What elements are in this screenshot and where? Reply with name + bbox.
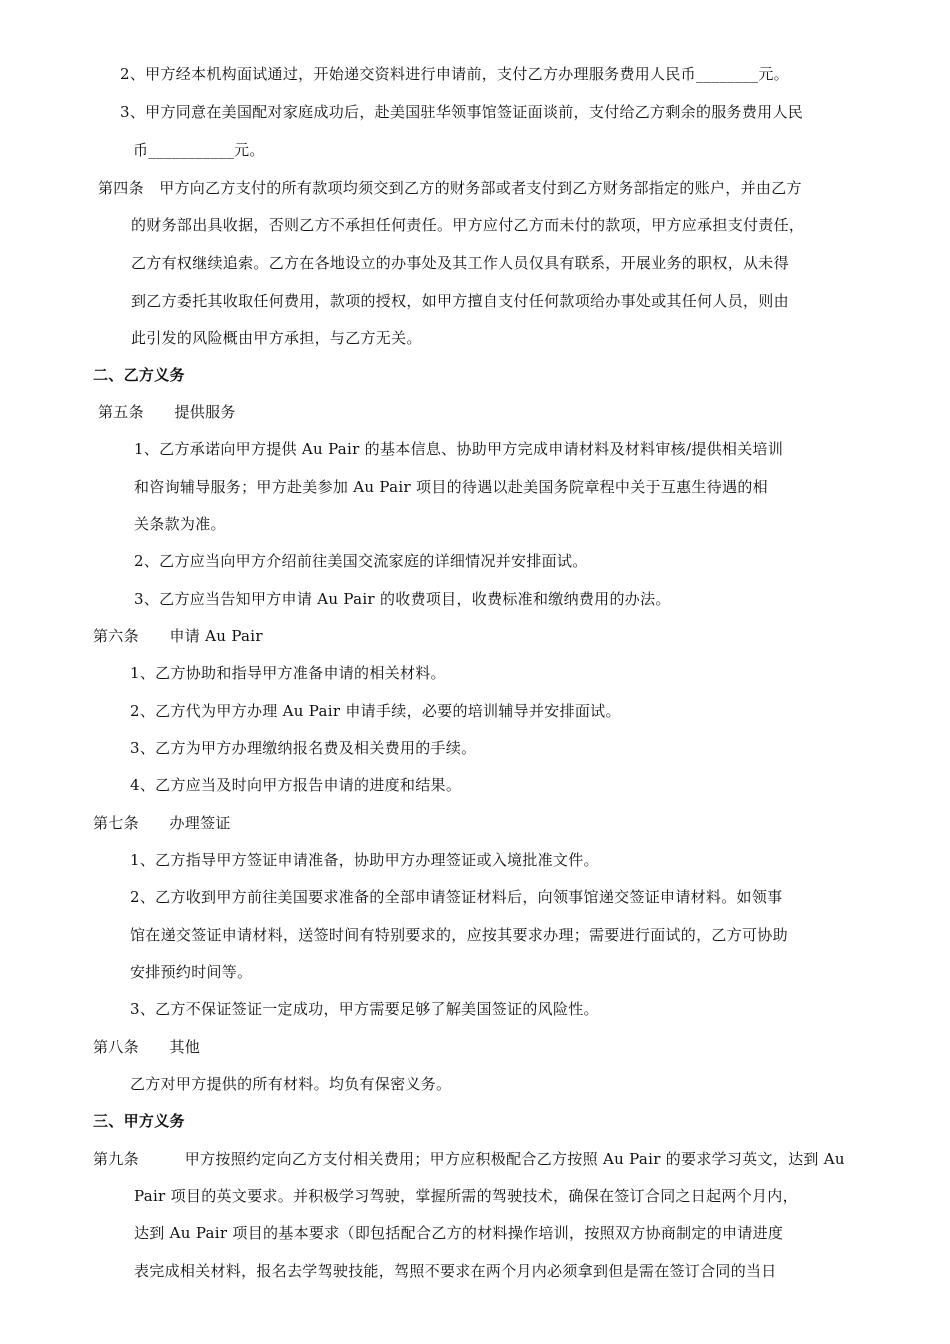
article-9-text: Pair 项目的英文要求。并积极学习驾驶，掌握所需的驾驶技术，确保在签订合同之日起两个月内， (134, 1187, 798, 1205)
section-2-heading: 二、乙方义务 (93, 366, 185, 384)
article-9-text: 表完成相关材料，报名去学驾驶技能，驾照不要求在两个月内必须拿到但是需在签订合同的当日 (134, 1262, 777, 1280)
section-3-heading: 三、甲方义务 (93, 1112, 185, 1130)
article-4-text: 此引发的风险概由甲方承担，与乙方无关。 (131, 329, 422, 347)
article-8-heading: 第八条 其他 (93, 1038, 201, 1056)
clause-3-item-3: 3、甲方同意在美国配对家庭成功后，赴美国驻华领事馆签证面谈前，支付给乙方剩余的服务费用人民 (120, 103, 804, 121)
article-6-heading: 第六条 申请 Au Pair (93, 627, 263, 645)
article-6-item-3: 3、乙方为甲方办理缴纳报名费及相关费用的手续。 (130, 739, 477, 757)
article-7-heading: 第七条 办理签证 (93, 814, 231, 832)
article-7-item-2: 2、乙方收到甲方前往美国要求准备的全部申请签证材料后，向领事馆递交签证申请材料。如领事 (130, 888, 783, 906)
clause-3-item-2: 2、甲方经本机构面试通过，开始递交资料进行申请前，支付乙方办理服务费用人民币________元。 (120, 65, 789, 83)
article-5-item-1-cont: 和咨询辅导服务；甲方赴美参加 Au Pair 项目的待遇以赴美国务院章程中关于互惠生待遇的相 (134, 478, 768, 496)
article-8-text: 乙方对甲方提供的所有材料。均负有保密义务。 (130, 1075, 452, 1093)
article-9-text: 达到 Au Pair 项目的基本要求（即包括配合乙方的材料操作培训，按照双方协商制定的申请进度 (134, 1224, 784, 1242)
article-4-text: 到乙方委托其收取任何费用，款项的授权，如甲方擅自支付任何款项给办事处或其任何人员，则由 (131, 292, 789, 310)
article-6-item-2: 2、乙方代为甲方办理 Au Pair 申请手续，必要的培训辅导并安排面试。 (130, 702, 621, 720)
article-5-item-3: 3、乙方应当告知甲方申请 Au Pair 的收费项目，收费标准和缴纳费用的办法。 (134, 590, 671, 608)
article-5-heading: 第五条 提供服务 (98, 403, 236, 421)
article-4-text: 的财务部出具收据，否则乙方不承担任何责任。甲方应付乙方而未付的款项，甲方应承担支付责任， (131, 216, 805, 234)
article-7-item-2-cont: 安排预约时间等。 (130, 963, 253, 981)
clause-3-item-3-cont: 币___________元。 (133, 141, 265, 159)
article-4-text: 乙方有权继续追索。乙方在各地设立的办事处及其工作人员仅具有联系，开展业务的职权，从未得 (131, 254, 789, 272)
article-9-heading: 第九条 甲方按照约定向乙方支付相关费用；甲方应积极配合乙方按照 Au Pair 的要求学习英文，达到 Au (93, 1150, 845, 1168)
article-5-item-1: 1、乙方承诺向甲方提供 Au Pair 的基本信息、协助甲方完成申请材料及材料审核/提供相关培训 (134, 440, 784, 458)
article-7-item-1: 1、乙方指导甲方签证申请准备，协助甲方办理签证或入境批准文件。 (130, 851, 599, 869)
article-7-item-3: 3、乙方不保证签证一定成功，甲方需要足够了解美国签证的风险性。 (130, 1000, 599, 1018)
article-6-item-1: 1、乙方协助和指导甲方准备申请的相关材料。 (130, 664, 446, 682)
article-5-item-1-cont: 关条款为准。 (134, 515, 226, 533)
article-7-item-2-cont: 馆在递交签证申请材料，送签时间有特别要求的，应按其要求办理；需要进行面试的，乙方可协助 (130, 926, 788, 944)
article-4-heading: 第四条 甲方向乙方支付的所有款项均须交到乙方的财务部或者支付到乙方财务部指定的账户，并由乙方 (98, 179, 802, 197)
article-5-item-2: 2、乙方应当向甲方介绍前往美国交流家庭的详细情况并安排面试。 (134, 552, 588, 570)
article-6-item-4: 4、乙方应当及时向甲方报告申请的进度和结果。 (130, 776, 462, 794)
